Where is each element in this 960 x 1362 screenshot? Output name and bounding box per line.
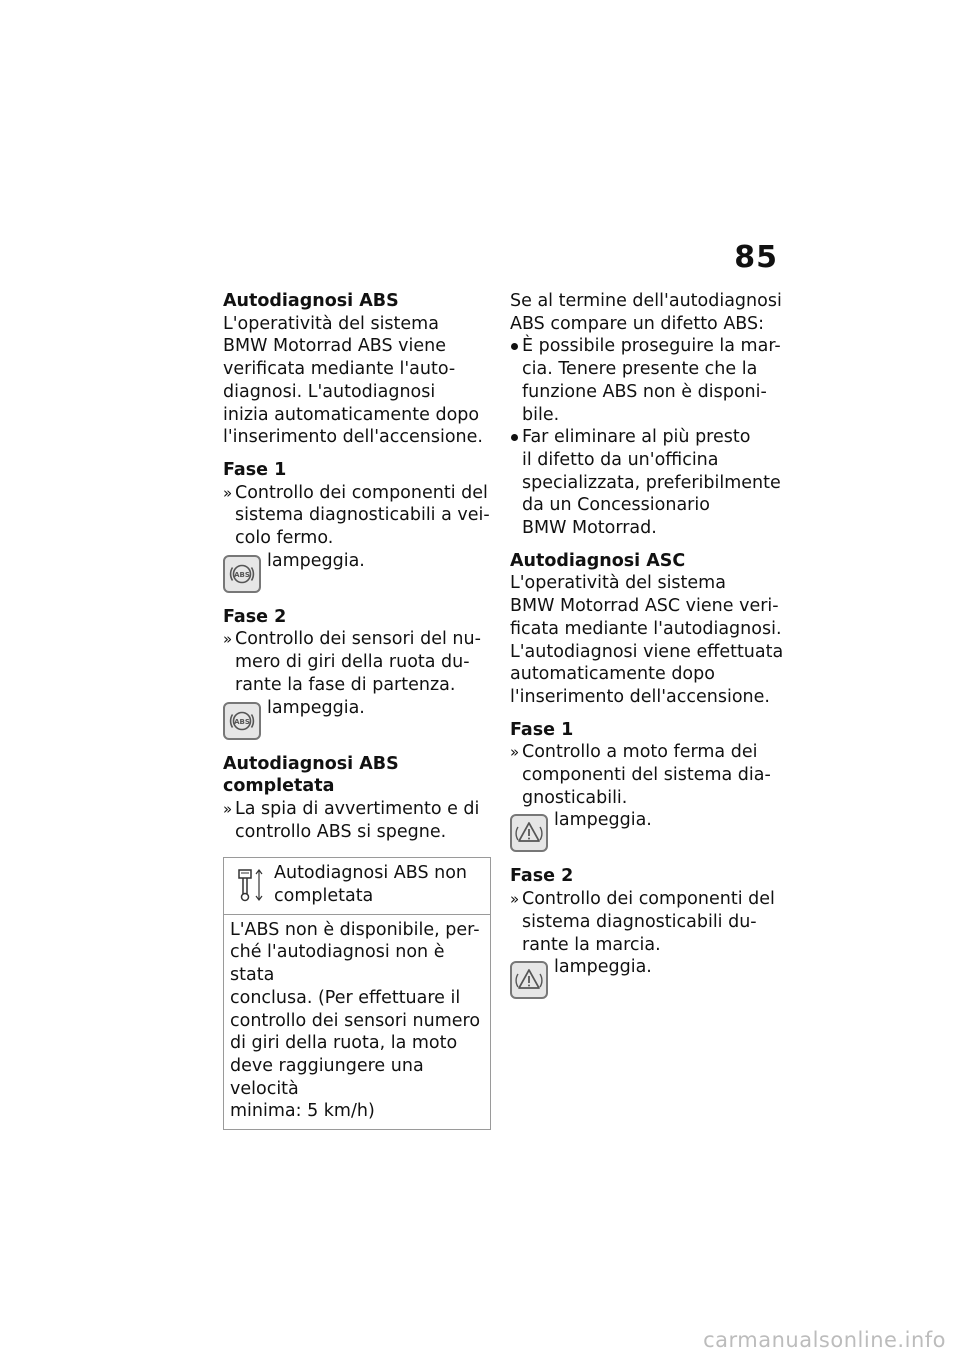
line: L'ABS non è disponibile, per- (230, 919, 480, 940)
asc-warning-triangle-icon (510, 814, 548, 852)
line: funzione ABS non è disponi- (522, 381, 767, 402)
abs-intro-paragraph (223, 313, 491, 449)
line: ABS compare un difetto ABS: (510, 313, 764, 334)
line: rante la fase di partenza. (235, 674, 456, 695)
fase-2-lamp-text: lampeggia. (267, 697, 365, 718)
line: da un Concessionario (522, 495, 710, 516)
abs-complete-item (223, 798, 491, 843)
abs-self-diagnosis-title: Autodiagnosi ABS (223, 291, 399, 311)
line: mero di giri della ruota du- (235, 652, 470, 673)
asc-fase-2-item (510, 888, 785, 956)
line: verificata mediante l'auto- (223, 359, 456, 380)
svg-text:ABS: ABS (234, 717, 250, 726)
line: L'operatività del sistema (510, 573, 726, 594)
fase-1-lamp-row (223, 550, 491, 596)
line: » Controllo a moto ferma dei (522, 742, 758, 763)
asc-fase-1-lamp-text: lampeggia. (554, 810, 652, 831)
line: L'autodiagnosi viene effettuata (510, 641, 784, 662)
fase-2-lamp-row (223, 697, 491, 743)
abs-warning-lamp-icon (223, 555, 261, 593)
notice-box (223, 857, 491, 1130)
defect-item-1 (510, 335, 785, 426)
line: di giri della ruota, la moto (230, 1033, 458, 1054)
line: Far eliminare al più presto (522, 427, 751, 448)
watermark: carmanualsonline.info (703, 1328, 946, 1352)
notice-title-line: Autodiagnosi ABS non (274, 863, 468, 884)
line: sistema diagnosticabili a vei- (235, 505, 490, 526)
line: automaticamente dopo (510, 664, 715, 685)
fase-2-item (223, 628, 491, 696)
fase-1-title: Fase 1 (223, 459, 287, 480)
svg-text:ABS: ABS (234, 570, 250, 579)
asc-fase-1-lamp-row (510, 809, 785, 855)
line: » Controllo dei sensori del nu- (235, 629, 481, 650)
line: BMW Motorrad. (522, 518, 657, 539)
fase-1-lamp-text: lampeggia. (267, 550, 365, 571)
line: l'inserimento dell'accensione. (510, 686, 770, 707)
page-number: 85 (734, 240, 778, 275)
line: il difetto da un'officina (522, 449, 719, 470)
line: gnosticabili. (522, 787, 628, 808)
line: inizia automaticamente dopo (223, 404, 480, 425)
notice-header (224, 858, 490, 914)
line: L'operatività del sistema (223, 313, 439, 334)
line: bile. (522, 404, 560, 425)
abs-warning-lamp-icon (223, 702, 261, 740)
notice-title-line: completata (274, 886, 374, 907)
line: controllo ABS si spegne. (235, 821, 447, 842)
line: BMW Motorrad ASC viene veri- (510, 596, 779, 617)
notice-body (224, 915, 490, 1129)
line: BMW Motorrad ABS viene (223, 336, 447, 357)
line: » Controllo dei componenti del (522, 889, 775, 910)
line: È possibile proseguire la mar- (522, 336, 781, 357)
line: rante la marcia. (522, 934, 661, 955)
abs-complete-title: Autodiagnosi ABS completata (223, 753, 399, 797)
asc-self-diagnosis-title: Autodiagnosi ASC (510, 550, 686, 571)
line: diagnosi. L'autodiagnosi (223, 381, 436, 402)
line: colo fermo. (235, 528, 334, 549)
asc-fase-2-title: Fase 2 (510, 866, 574, 887)
right-column (510, 290, 785, 1002)
line: sistema diagnosticabili du- (522, 911, 757, 932)
piston-wrench-icon (236, 868, 264, 911)
line: deve raggiungere una velocità (230, 1055, 424, 1099)
line: » Controllo dei componenti del (235, 482, 488, 503)
left-column (223, 290, 491, 1130)
fase-2-title: Fase 2 (223, 606, 287, 627)
asc-fase-1-title: Fase 1 (510, 719, 574, 740)
line: Se al termine dell'autodiagnosi (510, 291, 782, 311)
line: cia. Tenere presente che la (522, 359, 758, 380)
line: controllo dei sensori numero (230, 1010, 481, 1031)
asc-warning-triangle-icon (510, 961, 548, 999)
asc-fase-1-item (510, 741, 785, 809)
line: specializzata, preferibilmente (522, 472, 781, 493)
defect-item-2 (510, 426, 785, 540)
line: ficata mediante l'autodiagnosi. (510, 618, 782, 639)
line: ché l'autodiagnosi non è stata (230, 942, 445, 986)
line: minima: 5 km/h) (230, 1101, 375, 1122)
line: componenti del sistema dia- (522, 765, 771, 786)
fase-1-item (223, 482, 491, 550)
line: » La spia di avvertimento e di (235, 798, 480, 819)
asc-fase-2-lamp-text: lampeggia. (554, 957, 652, 978)
line: l'inserimento dell'accensione. (223, 427, 483, 448)
line: conclusa. (Per effettuare il (230, 987, 461, 1008)
asc-intro-paragraph (510, 572, 785, 708)
defect-intro (510, 290, 785, 335)
asc-fase-2-lamp-row (510, 956, 785, 1002)
